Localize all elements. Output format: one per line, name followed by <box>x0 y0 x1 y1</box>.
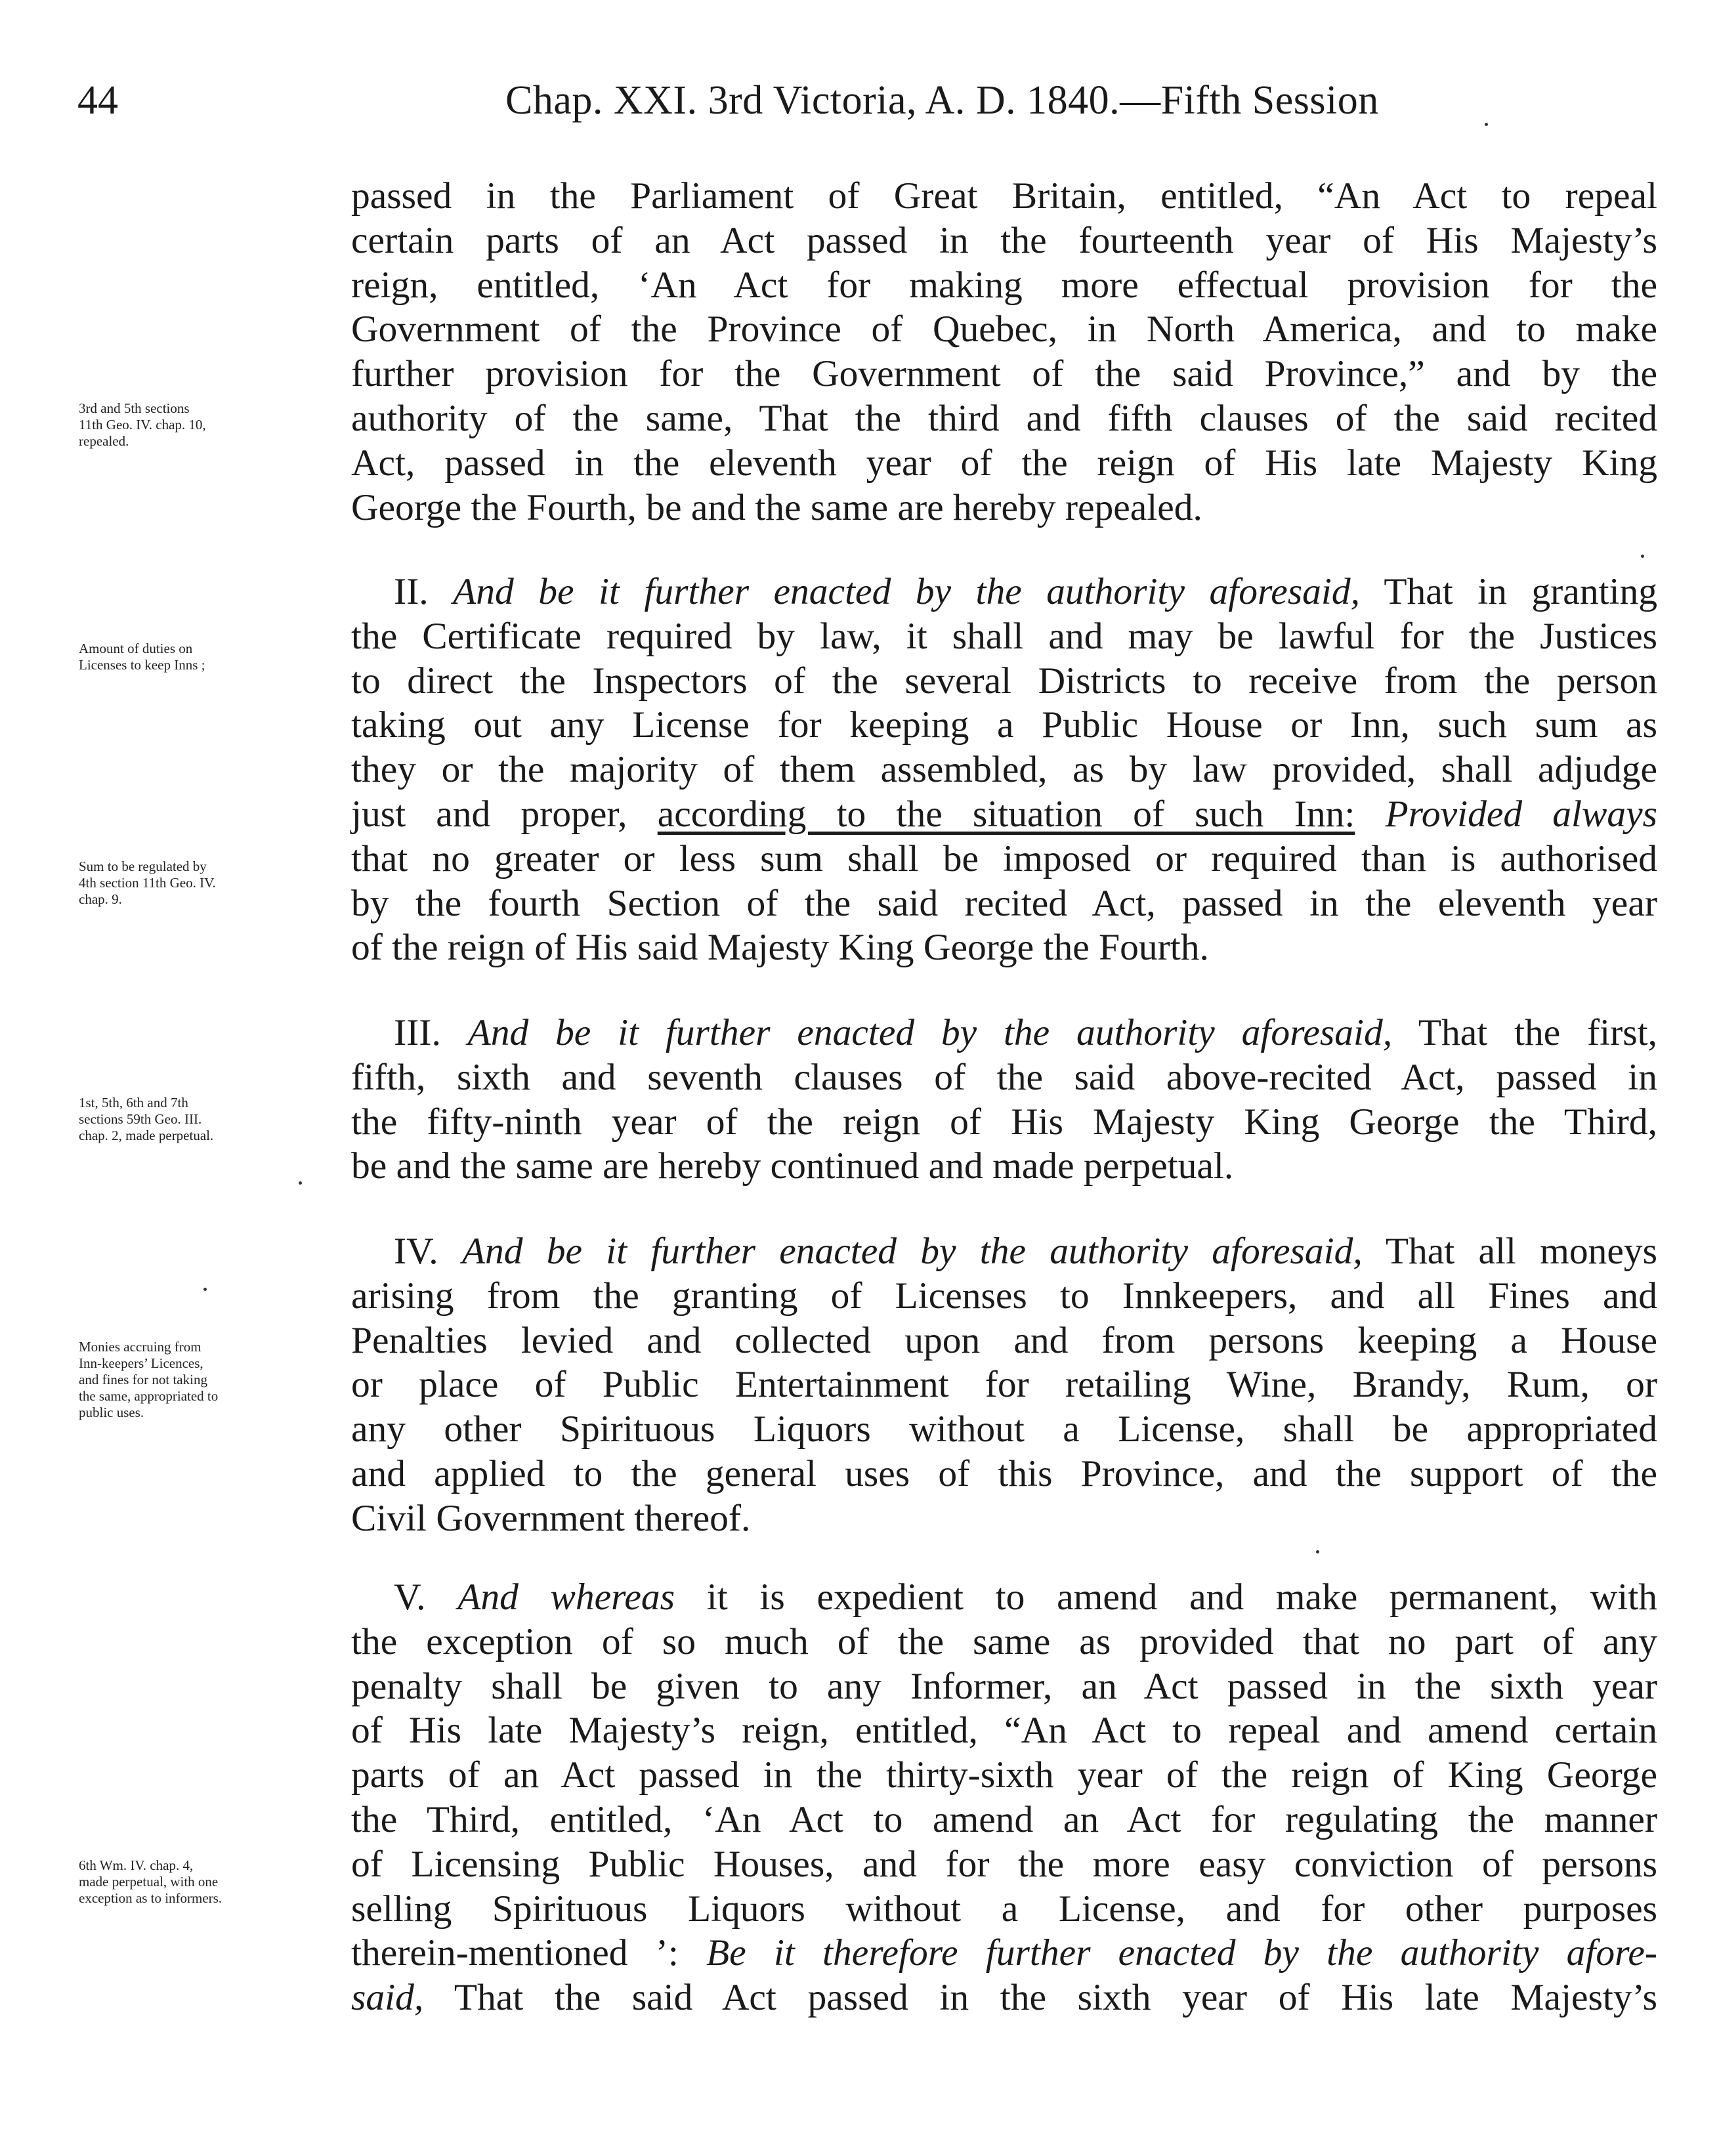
text-line: the Certificate required by law, it shall and may be lawful for the Justices <box>351 615 1657 657</box>
text-fragment: That in granting <box>1384 571 1658 612</box>
margin-note-line: Sum to be regulated by <box>79 858 207 874</box>
text-line: they or the majority of them assembled, as by law provided, shall adjudge <box>351 749 1657 791</box>
print-speck <box>1316 1550 1319 1554</box>
section-2 <box>351 570 1657 970</box>
text-line: the exception of so much of the same as provided that no part of any <box>351 1620 1657 1662</box>
margin-note-line: Amount of duties on <box>79 641 193 656</box>
proviso: Provided always <box>1385 793 1658 835</box>
enacting-clause: And be it further enacted by the authority aforesaid, <box>461 1231 1363 1272</box>
text-line: authority of the same, That the third and fifth clauses of the said recited <box>351 397 1657 439</box>
page-number: 44 <box>77 78 118 123</box>
text-line: by the fourth Section of the said recited Act, passed in the eleventh year <box>351 882 1657 924</box>
margin-note-line: exception as to informers. <box>79 1890 223 1906</box>
margin-note-line: 6th Wm. IV. chap. 4, <box>79 1857 194 1873</box>
section-5 <box>351 1575 1657 2020</box>
text-line: and applied to the general uses of this Province, and the support of the <box>351 1452 1657 1494</box>
text-line: any other Spirituous Liquors without a License, shall be appropriated <box>351 1408 1657 1450</box>
text-line: of the reign of His said Majesty King George the Fourth. <box>351 927 1209 969</box>
text-line: reign, entitled, ‘An Act for making more effectual provision for the <box>351 264 1657 306</box>
text-line: of His late Majesty’s reign, entitled, “An Act to repeal and amend certain <box>351 1710 1657 1752</box>
margin-note-perpetual <box>79 1095 341 1144</box>
text-line-with-underline <box>351 792 1657 837</box>
paragraph-continuation <box>351 174 1657 530</box>
margin-note-line: 1st, 5th, 6th and 7th <box>79 1095 188 1110</box>
text-fragment: That the first, <box>1418 1012 1658 1053</box>
text-line: Government of the Province of Quebec, in North America, and to make <box>351 308 1657 350</box>
text-line: of Licensing Public Houses, and for the more easy conviction of persons <box>351 1843 1657 1885</box>
margin-note-line: 11th Geo. IV. chap. 10, <box>79 417 206 433</box>
margin-note-repeal <box>79 400 341 450</box>
text-line: certain parts of an Act passed in the fourteenth year of His Majesty’s <box>351 219 1657 261</box>
section-3-opening-line <box>351 1011 1657 1055</box>
margin-note-line: sections 59th Geo. III. <box>79 1111 202 1127</box>
margin-note-line: public uses. <box>79 1405 144 1420</box>
text-line: selling Spirituous Liquors without a License, and for other purposes <box>351 1888 1657 1930</box>
text-line: further provision for the Government of the said Province,” and by the <box>351 353 1657 395</box>
text-line: or place of Public Entertainment for retailing Wine, Brandy, Rum, or <box>351 1364 1657 1406</box>
text-line: taking out any License for keeping a Public House or Inn, such sum as <box>351 704 1657 746</box>
text-line <box>351 1931 1657 1976</box>
print-speck <box>203 1288 207 1291</box>
enacting-clause: And be it further enacted by the authority aforesaid, <box>453 571 1360 612</box>
text-line: parts of an Act passed in the thirty-sixth year of the reign of King George <box>351 1754 1657 1796</box>
section-2-opening-line <box>351 570 1657 614</box>
text-line: fifth, sixth and seventh clauses of the said above-recited Act, passed in <box>351 1056 1657 1098</box>
section-4 <box>351 1229 1657 1541</box>
section-3 <box>351 1011 1657 1189</box>
text-line: passed in the Parliament of Great Britain, entitled, “An Act to repeal <box>351 175 1657 217</box>
enacting-clause: Be it therefore further enacted by the authority afore- <box>706 1932 1657 1974</box>
underlined-text: according to the situation of such Inn: <box>657 793 1355 835</box>
text-line: George the Fourth, be and the same are hereby repealed. <box>351 486 1202 528</box>
text-line: arising from the granting of Licenses to Innkeepers, and all Fines and <box>351 1275 1657 1317</box>
text-line <box>351 1976 1657 2020</box>
section-4-opening-line <box>351 1229 1657 1274</box>
margin-note-line: repealed. <box>79 433 129 449</box>
text-fragment: it is expedient to amend and make permanent, with <box>706 1576 1657 1618</box>
print-speck <box>299 1181 302 1185</box>
text-line: the fifty-ninth year of the reign of His Majesty King George the Third, <box>351 1101 1657 1143</box>
text-line: penalty shall be given to any Informer, an Act passed in the sixth year <box>351 1665 1657 1707</box>
margin-note-line: 4th section 11th Geo. IV. <box>79 875 216 891</box>
margin-note-line: and fines for not taking <box>79 1372 207 1387</box>
margin-note-line: 3rd and 5th sections <box>79 400 190 416</box>
text-line: Act, passed in the eleventh year of the reign of His late Majesty King <box>351 442 1657 484</box>
whereas-clause: And whereas <box>457 1576 675 1618</box>
text-fragment: That the said Act passed in the sixth year of His late Majesty’s <box>454 1977 1657 2019</box>
text-line: to direct the Inspectors of the several Districts to receive from the person <box>351 660 1657 702</box>
enacting-clause: And be it further enacted by the authority aforesaid, <box>467 1012 1393 1053</box>
section-number: IV. <box>394 1231 438 1272</box>
margin-note-duties <box>79 641 341 673</box>
margin-note-line: Licenses to keep Inns ; <box>79 657 205 673</box>
margin-note-monies <box>79 1339 341 1421</box>
margin-note-line: Monies accruing from <box>79 1339 202 1355</box>
section-5-opening-line <box>351 1575 1657 1620</box>
text-line: the Third, entitled, ‘An Act to amend an Act for regulating the manner <box>351 1798 1657 1840</box>
text-line: that no greater or less sum shall be imposed or required than is authorised <box>351 837 1657 879</box>
margin-note-sum-regulated <box>79 858 341 908</box>
text-fragment: just and proper, <box>351 793 627 835</box>
margin-note-line: chap. 9. <box>79 891 122 907</box>
margin-note-line: the same, appropriated to <box>79 1388 219 1404</box>
section-number: V. <box>394 1576 426 1618</box>
section-number: III. <box>394 1012 441 1053</box>
text-fragment: therein-mentioned ’: <box>351 1932 679 1974</box>
print-speck <box>1641 555 1644 558</box>
text-line: be and the same are hereby continued and made perpetual. <box>351 1145 1234 1187</box>
text-line: Penalties levied and collected upon and from persons keeping a House <box>351 1319 1657 1361</box>
text-fragment: said, <box>351 1977 424 2019</box>
running-head: Chap. XXI. 3rd Victoria, A. D. 1840.—Fifth Session <box>505 78 1379 123</box>
page-header <box>0 77 1719 143</box>
text-line: Civil Government thereof. <box>351 1497 751 1539</box>
margin-note-line: chap. 2, made perpetual. <box>79 1128 214 1143</box>
margin-note-informers <box>79 1857 341 1907</box>
text-fragment: That all moneys <box>1385 1231 1658 1272</box>
print-speck <box>1485 123 1488 126</box>
margin-note-line: made perpetual, with one <box>79 1874 219 1890</box>
margin-note-line: Inn-keepers’ Licences, <box>79 1355 203 1371</box>
section-number: II. <box>394 571 429 612</box>
